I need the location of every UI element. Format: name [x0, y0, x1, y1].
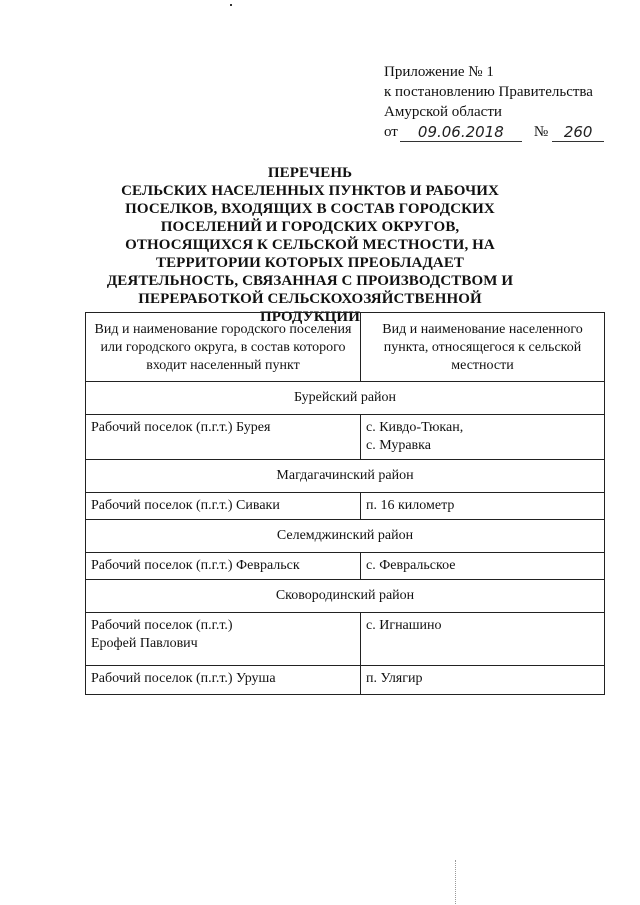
- table-row: [86, 493, 605, 520]
- settlement-line: Рабочий поселок (п.г.т.): [91, 618, 233, 633]
- settlement-line: Ерофей Павлович: [91, 636, 198, 651]
- from-label: от: [384, 124, 398, 140]
- table-row: [86, 553, 605, 580]
- region-magdagachi: Магдагачинский район: [86, 460, 605, 493]
- scan-artifact: [455, 860, 457, 904]
- appendix-block: [384, 62, 624, 142]
- settlement-cell: [86, 613, 361, 666]
- region-bureya: Бурейский район: [86, 382, 605, 415]
- appendix-region: Амурской области: [384, 104, 502, 120]
- column-header-locality: Вид и наименование населенного пункта, относящегося к сельской местности: [361, 313, 605, 382]
- column-header-settlement: Вид и наименование городского поселения или городского округа, в состав которого входит населенный пункт: [86, 313, 361, 382]
- scan-dot: [230, 4, 232, 6]
- locality-cell: с. Февральское: [361, 553, 605, 580]
- locality-cell: [361, 415, 605, 460]
- settlements-table: [85, 312, 605, 695]
- appendix-resolution: к постановлению Правительства: [384, 84, 593, 100]
- table-header-row: [86, 313, 605, 382]
- locality-item: с. Муравка: [366, 438, 431, 453]
- locality-cell: п. Улягир: [361, 666, 605, 695]
- locality-item: с. Кивдо-Тюкан,: [366, 420, 464, 435]
- title-heading: ПЕРЕЧЕНЬ: [267, 165, 353, 181]
- table-row: [86, 613, 605, 666]
- settlement-cell: Рабочий поселок (п.г.т.) Февральск: [86, 553, 361, 580]
- table-row: [86, 666, 605, 695]
- number-label: №: [533, 124, 549, 140]
- appendix-date-line: [384, 122, 624, 142]
- settlement-cell: Рабочий поселок (п.г.т.) Сиваки: [86, 493, 361, 520]
- title-text: СЕЛЬСКИХ НАСЕЛЕННЫХ ПУНКТОВ И РАБОЧИХ ПОСЕЛКОВ, ВХОДЯЩИХ В СОСТАВ ГОРОДСКИХ ПОСЕЛЕНИЙ И ГОРОДСКИХ ОКРУГОВ, ОТНОСЯЩИХСЯ К СЕЛЬСКОЙ МЕСТНОСТИ, НА ТЕРРИТОРИИ КОТОРЫХ ПРЕОБЛАДАЕТ ДЕЯТЕЛЬНОСТЬ, СВЯЗАННАЯ С ПРОИЗВОДСТВОМ И ПЕРЕРАБОТКОЙ СЕЛЬСКОХОЗЯЙСТВЕННОЙ ПРОДУКЦИИ: [106, 183, 514, 325]
- region-skovorodino: Сковородинский район: [86, 580, 605, 613]
- appendix-number: Приложение № 1: [384, 64, 494, 80]
- region-row: [86, 580, 605, 613]
- handwritten-number: 260: [552, 123, 604, 142]
- region-selemdzha: Селемджинский район: [86, 520, 605, 553]
- locality-cell: п. 16 километр: [361, 493, 605, 520]
- region-row: [86, 520, 605, 553]
- table-row: [86, 415, 605, 460]
- document-title: [100, 164, 520, 326]
- region-row: [86, 382, 605, 415]
- settlement-cell: Рабочий поселок (п.г.т.) Бурея: [86, 415, 361, 460]
- region-row: [86, 460, 605, 493]
- handwritten-date: 09.06.2018: [400, 123, 522, 142]
- locality-cell: с. Игнашино: [361, 613, 605, 666]
- settlement-cell: Рабочий поселок (п.г.т.) Уруша: [86, 666, 361, 695]
